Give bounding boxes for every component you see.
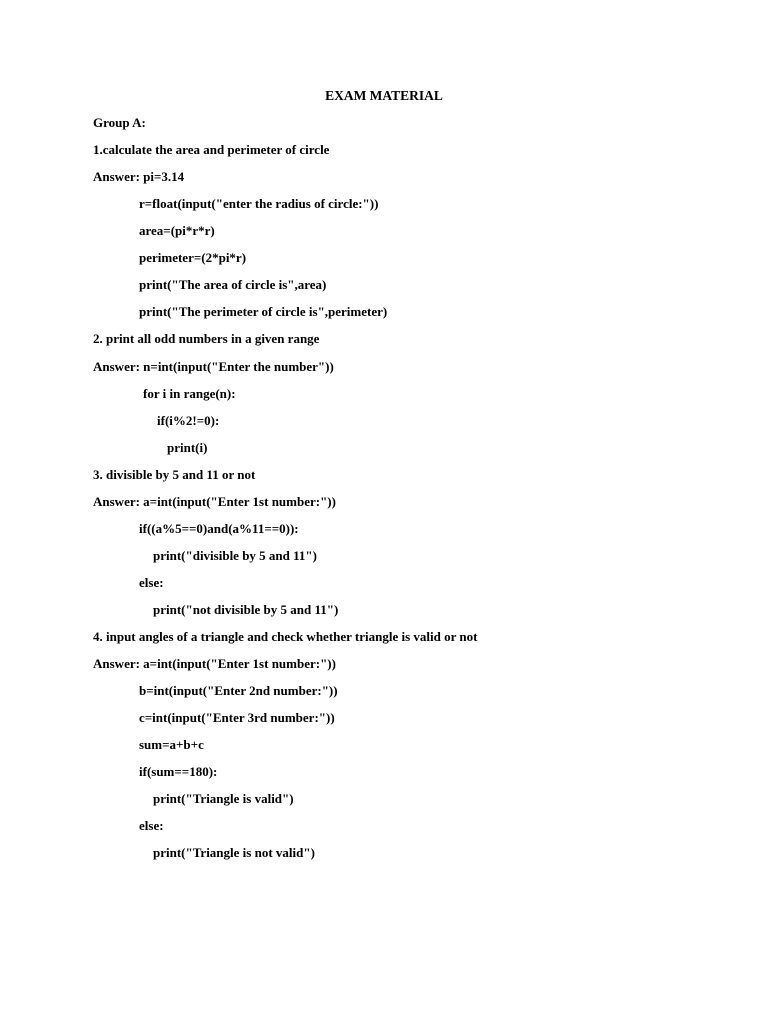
question-4: 4. input angles of a triangle and check whether triangle is valid or not xyxy=(93,629,478,644)
answer-3-line-4: else: xyxy=(139,575,164,590)
answer-2-line-3: if(i%2!=0): xyxy=(157,413,220,428)
answer-3-line-1: Answer: a=int(input("Enter 1st number:")) xyxy=(93,494,336,509)
question-1: 1.calculate the area and perimeter of circle xyxy=(93,142,330,157)
answer-1-line-1: Answer: pi=3.14 xyxy=(93,169,185,184)
answer-1-line-5: print("The area of circle is",area) xyxy=(139,277,327,292)
document-title: EXAM MATERIAL xyxy=(325,88,443,103)
answer-4-line-2: b=int(input("Enter 2nd number:")) xyxy=(139,683,338,698)
answer-2-line-4: print(i) xyxy=(167,440,208,455)
answer-4-line-6: print("Triangle is valid") xyxy=(153,791,294,806)
answer-3-line-5: print("not divisible by 5 and 11") xyxy=(153,602,339,617)
answer-1-line-3: area=(pi*r*r) xyxy=(139,223,215,238)
answer-2-line-2: for i in range(n): xyxy=(143,386,236,401)
answer-2-line-1: Answer: n=int(input("Enter the number")) xyxy=(93,359,334,374)
answer-3-line-3: print("divisible by 5 and 11") xyxy=(153,548,317,563)
answer-4-line-8: print("Triangle is not valid") xyxy=(153,845,315,860)
question-2: 2. print all odd numbers in a given range xyxy=(93,331,320,346)
answer-4-line-1: Answer: a=int(input("Enter 1st number:")) xyxy=(93,656,336,671)
answer-4-line-4: sum=a+b+c xyxy=(139,737,204,752)
answer-3-line-2: if((a%5==0)and(a%11==0)): xyxy=(139,521,299,536)
answer-1-line-6: print("The perimeter of circle is",perimeter) xyxy=(139,304,388,319)
answer-1-line-4: perimeter=(2*pi*r) xyxy=(139,250,247,265)
answer-1-line-2: r=float(input("enter the radius of circle:")) xyxy=(139,196,379,211)
answer-4-line-5: if(sum==180): xyxy=(139,764,218,779)
answer-4-line-7: else: xyxy=(139,818,164,833)
answer-4-line-3: c=int(input("Enter 3rd number:")) xyxy=(139,710,335,725)
group-heading: Group A: xyxy=(93,115,146,130)
question-3: 3. divisible by 5 and 11 or not xyxy=(93,467,256,482)
